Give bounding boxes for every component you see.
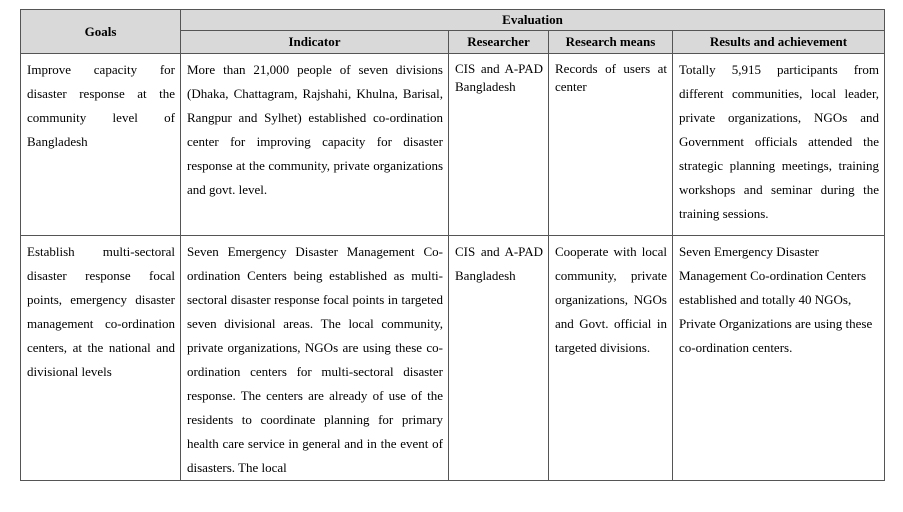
table-row xyxy=(21,54,885,236)
header-indicator: Indicator xyxy=(181,31,449,54)
header-research-means: Research means xyxy=(549,31,673,54)
research-means-cell: Cooperate with local community, private organizations, NGOs and Govt. official in targeted divisions. xyxy=(549,236,673,481)
researcher-cell: CIS and A-PAD Bangladesh xyxy=(449,236,549,481)
header-evaluation: Evaluation xyxy=(181,10,885,31)
table-row xyxy=(21,236,885,481)
results-cell: Totally 5,915 participants from different communities, local leader, private organizations, NGOs and Government officials attended the strategic planning meetings, training workshops and seminar during the training sessions. xyxy=(673,54,885,236)
header-researcher: Researcher xyxy=(449,31,549,54)
header-results: Results and achievement xyxy=(673,31,885,54)
goal-cell: Establish multi-sectoral disaster response focal points, emergency disaster management co-ordination centers, at the national and divisional levels xyxy=(21,236,181,481)
indicator-cell: More than 21,000 people of seven divisions (Dhaka, Chattagram, Rajshahi, Khulna, Barisal, Rangpur and Sylhet) established co-ordination center for improving capacity for disaster response at the community, private organizations and govt. level. xyxy=(181,54,449,236)
goal-cell: Improve capacity for disaster response at the community level of Bangladesh xyxy=(21,54,181,236)
researcher-cell: CIS and A-PAD Bangladesh xyxy=(449,54,549,236)
evaluation-table xyxy=(20,9,885,481)
results-cell: Seven Emergency Disaster Management Co-ordination Centers established and totally 40 NGOs, Private Organizations are using these co-ordination centers. xyxy=(673,236,885,481)
research-means-cell: Records of users at center xyxy=(549,54,673,236)
indicator-cell: Seven Emergency Disaster Management Co-ordination Centers being established as multi-sectoral disaster response focal points in targeted seven divisional areas. The local community, private organizations, NGOs are using these co-ordination centers for multi-sectoral disaster response. The centers are already of use of the residents to coordinate planning for primary health care service in general and in the event of disasters. The local xyxy=(181,236,449,481)
header-goals: Goals xyxy=(21,10,181,54)
